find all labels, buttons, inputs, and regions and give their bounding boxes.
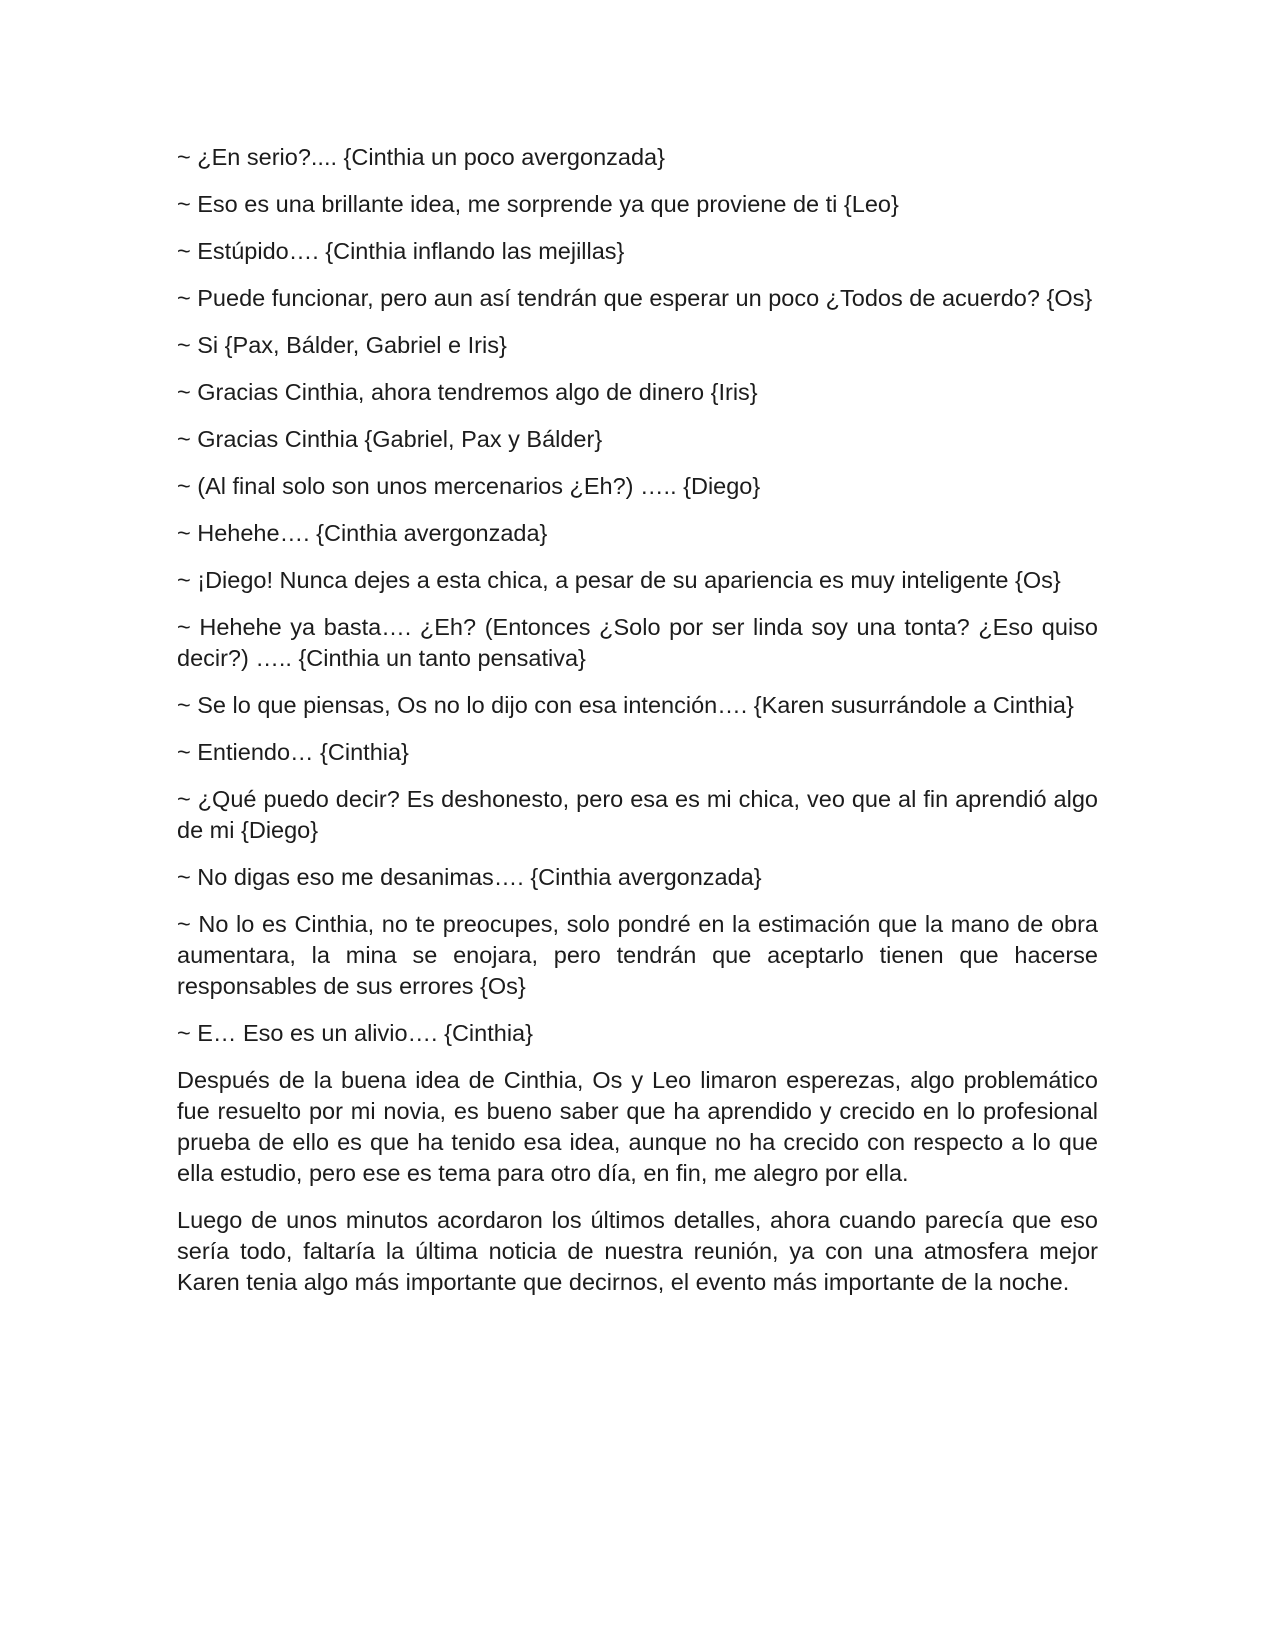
narration-paragraph: Después de la buena idea de Cinthia, Os y Leo limaron esperezas, algo problemático fue resuelto por mi novia, es bueno saber que ha aprendido y crecido en lo profesional prueba de ello es que ha tenido esa idea, aunque no ha crecido con respecto a lo que ella estudio, pero ese es tema para otro día, en fin, me alegro por ella. [177,1067,1098,1186]
dialogue-line: ~ ¿Qué puedo decir? Es deshonesto, pero esa es mi chica, veo que al fin aprendió algo de mi {Diego} [177,786,1098,843]
dialogue-line: ~ ¡Diego! Nunca dejes a esta chica, a pesar de su apariencia es muy inteligente {Os} [177,567,1061,593]
document-page [177,142,1098,1314]
dialogue-line: ~ E… Eso es un alivio…. {Cinthia} [177,1020,533,1046]
dialogue-line: ~ Gracias Cinthia, ahora tendremos algo de dinero {Iris} [177,379,758,405]
dialogue-line: ~ Estúpido…. {Cinthia inflando las mejillas} [177,238,625,264]
dialogue-line: ~ Hehehe ya basta…. ¿Eh? (Entonces ¿Solo por ser linda soy una tonta? ¿Eso quiso decir?) ….. {Cinthia un tanto pensativa} [177,614,1098,671]
dialogue-line: ~ ¿En serio?.... {Cinthia un poco avergonzada} [177,144,665,170]
dialogue-line: ~ No lo es Cinthia, no te preocupes, solo pondré en la estimación que la mano de obra aumentara, la mina se enojara, pero tendrán que aceptarlo tienen que hacerse responsables de sus errores {Os} [177,911,1098,999]
dialogue-line: ~ (Al final solo son unos mercenarios ¿Eh?) ….. {Diego} [177,473,761,499]
dialogue-line: ~ Puede funcionar, pero aun así tendrán que esperar un poco ¿Todos de acuerdo? {Os} [177,285,1093,311]
dialogue-line: ~ No digas eso me desanimas…. {Cinthia avergonzada} [177,864,762,890]
dialogue-line: ~ Se lo que piensas, Os no lo dijo con esa intención…. {Karen susurrándole a Cinthia} [177,692,1074,718]
dialogue-line: ~ Gracias Cinthia {Gabriel, Pax y Bálder} [177,426,603,452]
narration-paragraph: Luego de unos minutos acordaron los últimos detalles, ahora cuando parecía que eso sería todo, faltaría la última noticia de nuestra reunión, ya con una atmosfera mejor Karen tenia algo más importante que decirnos, el evento más importante de la noche. [177,1207,1098,1295]
dialogue-line: ~ Hehehe…. {Cinthia avergonzada} [177,520,548,546]
dialogue-line: ~ Si {Pax, Bálder, Gabriel e Iris} [177,332,507,358]
dialogue-line: ~ Eso es una brillante idea, me sorprende ya que proviene de ti {Leo} [177,191,899,217]
dialogue-line: ~ Entiendo… {Cinthia} [177,739,409,765]
